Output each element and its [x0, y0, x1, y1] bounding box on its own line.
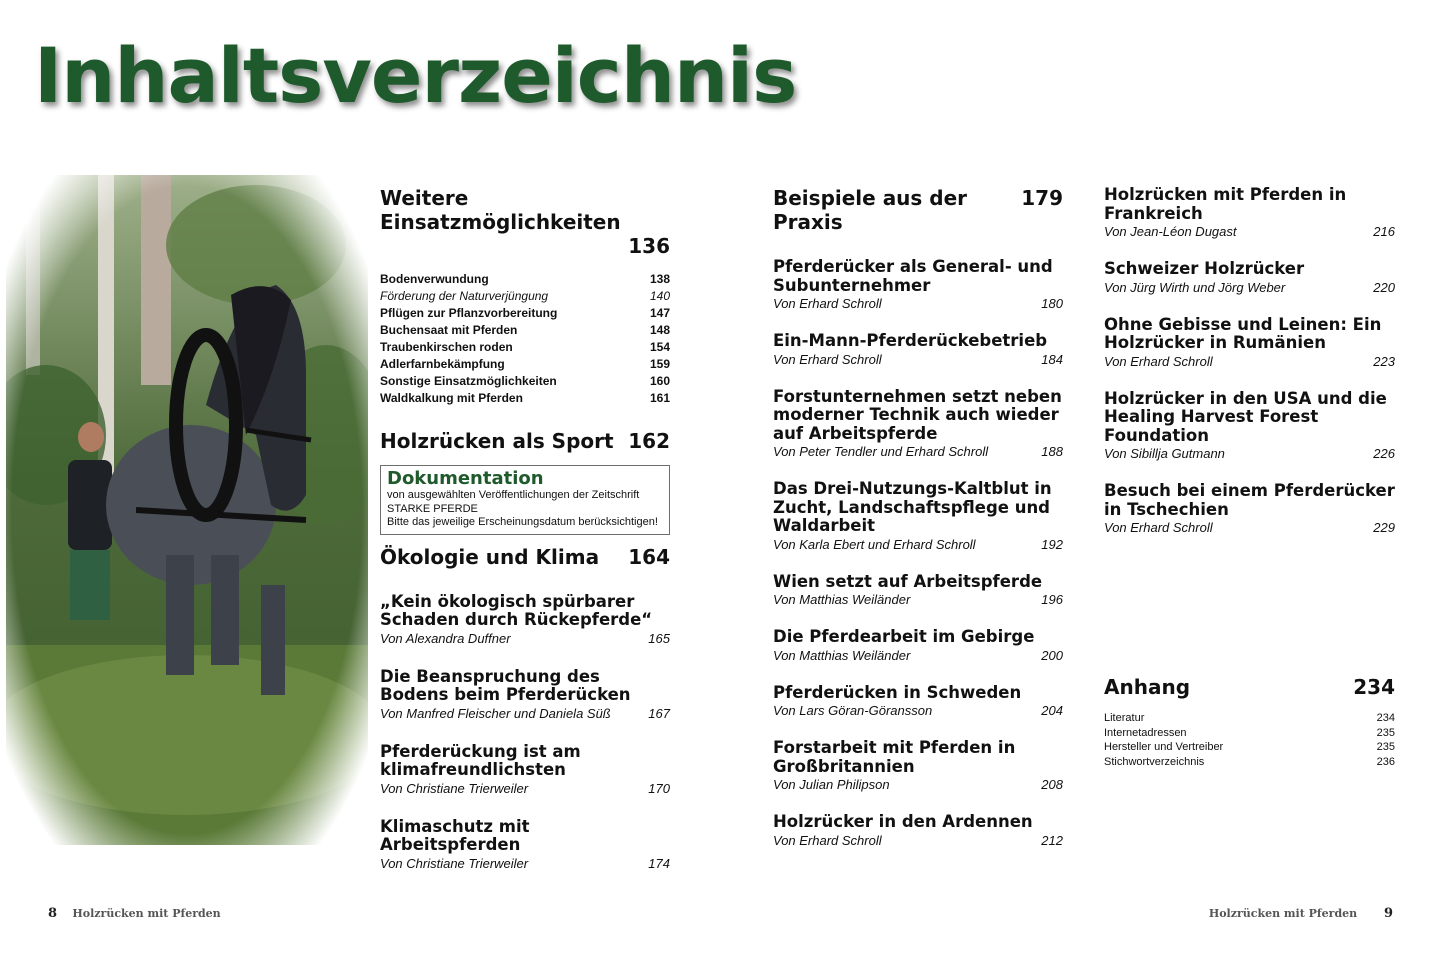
entry-page: 192 — [1041, 536, 1063, 552]
subitem-page: 140 — [649, 289, 670, 303]
section-title: Holzrücken als Sport — [380, 429, 614, 453]
subitem-label: Bodenverwundung — [380, 272, 489, 286]
entry-title: „Kein ökologisch spürbarer Schaden durch Rückepferde“ — [380, 591, 653, 629]
entry-title: Pferderücker als General- und Subunternehmer — [773, 257, 1053, 295]
entry-page: 165 — [648, 630, 670, 646]
toc-subitem[interactable] — [380, 288, 670, 305]
doku-line: STARKE PFERDE — [387, 502, 478, 515]
entry-author: Von Jean-Léon Dugast — [1104, 224, 1237, 239]
subitem-label: Förderung der Naturverjüngung — [380, 289, 549, 303]
anhang-page: 235 — [1376, 741, 1395, 754]
toc-entry[interactable] — [773, 739, 1063, 794]
entry-author: Von Erhard Schroll — [773, 832, 882, 848]
entry-author: Von Julian Philipson — [773, 777, 890, 792]
footer-left — [48, 906, 221, 921]
page-number-right: 9 — [1383, 906, 1393, 921]
toc-entry[interactable] — [773, 480, 1063, 554]
subitem-page: 138 — [649, 272, 670, 286]
running-title-left: Holzrücken mit Pferden — [72, 907, 221, 920]
entry-author: Von Alexandra Duffner — [380, 630, 511, 646]
entry-author: Von Jürg Wirth und Jörg Weber — [1104, 279, 1286, 295]
toc-section-weitere[interactable] — [380, 186, 670, 258]
entry-author: Von Lars Göran-Göransson — [773, 703, 933, 718]
entry-page: 216 — [1373, 224, 1395, 239]
toc-entry[interactable] — [773, 628, 1063, 665]
entry-page: 229 — [1373, 520, 1395, 535]
entry-page: 174 — [648, 855, 670, 871]
entry-author: Von Erhard Schroll — [1104, 353, 1213, 369]
page-number-left: 8 — [48, 906, 58, 921]
toc-entry[interactable] — [380, 593, 670, 648]
section-page: 179 — [1021, 186, 1063, 210]
toc-entry[interactable] — [1104, 482, 1395, 537]
entry-title: Pferderücken in Schweden — [773, 682, 1022, 702]
anhang-page: 235 — [1376, 726, 1395, 739]
toc-entry[interactable] — [773, 332, 1063, 369]
subitem-label: Adlerfarnbekämpfung — [380, 357, 505, 371]
toc-subitem[interactable] — [380, 305, 670, 322]
entry-author: Von Christiane Trierweiler — [380, 780, 529, 796]
anhang-item[interactable] — [1104, 740, 1395, 755]
toc-entry[interactable] — [773, 388, 1063, 462]
horse-logging-photo — [6, 175, 368, 845]
entry-title: Das Drei-Nutzungs-Kaltblut in Zucht, Landschaftspflege und Waldarbeit — [773, 479, 1052, 535]
entry-title: Besuch bei einem Pferderücker in Tschechien — [1104, 481, 1395, 519]
toc-entry[interactable] — [773, 258, 1063, 313]
entry-author: Von Manfred Fleischer und Daniela Süß — [380, 705, 611, 721]
section-page: 164 — [628, 544, 670, 569]
anhang-item[interactable] — [1104, 755, 1395, 770]
subitem-page: 154 — [649, 340, 670, 354]
subitem-label: Sonstige Einsatzmöglichkeiten — [380, 374, 557, 388]
toc-subitem[interactable] — [380, 271, 670, 288]
section-title: Anhang — [1104, 675, 1191, 699]
entry-title: Holzrücker in den USA und die Healing Harvest Forest Foundation — [1104, 388, 1387, 445]
toc-entry[interactable] — [1104, 186, 1395, 241]
toc-entry[interactable] — [1104, 260, 1395, 297]
section-page: 234 — [1353, 675, 1395, 699]
toc-entry[interactable] — [380, 818, 670, 873]
entry-page: 180 — [1041, 296, 1063, 311]
anhang-item[interactable] — [1104, 726, 1395, 741]
anhang-label: Literatur — [1104, 712, 1145, 724]
entry-title: Forstarbeit mit Pferden in Großbritannien — [773, 738, 1016, 776]
toc-section-oekologie[interactable] — [380, 545, 670, 569]
subitem-label: Traubenkirschen roden — [380, 340, 513, 354]
toc-column-2 — [773, 186, 1063, 850]
page-title: Inhaltsverzeichnis — [34, 31, 797, 120]
running-title-right: Holzrücken mit Pferden — [1208, 907, 1358, 920]
entry-author: Von Matthias Weiländer — [773, 647, 911, 663]
entry-page: 208 — [1041, 777, 1063, 792]
entry-title: Klimaschutz mit Arbeitspferden — [380, 816, 530, 854]
toc-subitem[interactable] — [380, 356, 670, 373]
entry-title: Die Beanspruchung des Bodens beim Pferderücken — [380, 666, 631, 704]
toc-column-1 — [380, 186, 670, 873]
doku-title: Dokumentation — [387, 468, 544, 489]
entry-title: Ohne Gebisse und Leinen: Ein Holzrücker in Rumänien — [1104, 314, 1382, 352]
subitem-page: 148 — [649, 323, 670, 337]
doku-line: von ausgewählten Veröffentlichungen der Zeitschrift — [387, 489, 640, 501]
toc-subitem[interactable] — [380, 390, 670, 407]
anhang-label: Hersteller und Vertreiber — [1104, 741, 1224, 754]
entry-title: Holzrücken mit Pferden in Frankreich — [1104, 185, 1347, 223]
subitem-page: 147 — [649, 306, 670, 320]
entry-page: 196 — [1041, 592, 1063, 607]
entry-page: 220 — [1373, 279, 1395, 295]
anhang-label: Stichwortverzeichnis — [1104, 756, 1205, 769]
anhang-item[interactable] — [1104, 711, 1395, 726]
section-title: Ökologie und Klima — [380, 544, 600, 569]
entry-title: Die Pferdearbeit im Gebirge — [773, 627, 1035, 646]
entry-author: Von Erhard Schroll — [1104, 520, 1213, 535]
toc-column-3 — [1104, 186, 1395, 770]
entry-title: Holzrücker in den Ardennen — [773, 812, 1033, 831]
doku-line: Bitte das jeweilige Erscheinungsdatum berücksichtigen! — [387, 516, 658, 528]
toc-entry[interactable] — [1104, 390, 1395, 464]
entry-author: Von Erhard Schroll — [773, 351, 882, 367]
toc-section-anhang[interactable] — [1104, 675, 1395, 699]
entry-title: Wien setzt auf Arbeitspferde — [773, 571, 1043, 591]
anhang-label: Internetadressen — [1104, 726, 1187, 739]
section-page: 162 — [628, 429, 670, 453]
toc-section-praxis[interactable] — [773, 186, 1063, 234]
footer-right — [1209, 906, 1393, 921]
subitem-page: 160 — [649, 374, 670, 388]
entry-author: Von Peter Tendler und Erhard Schroll — [773, 444, 989, 459]
entry-page: 167 — [648, 705, 670, 721]
entry-title: Forstunternehmen setzt neben moderner Technik auch wieder auf Arbeitspferde — [773, 386, 1062, 443]
entry-page: 170 — [648, 780, 670, 796]
section-title: Beispiele aus der Praxis — [773, 186, 968, 234]
toc-sublist — [380, 271, 670, 407]
dokumentation-box — [380, 465, 670, 535]
entry-title: Pferderückung ist am klimafreundlichsten — [380, 741, 581, 779]
toc-subitem[interactable] — [380, 322, 670, 339]
entry-title: Ein-Mann-Pferderückebetrieb — [773, 331, 1048, 350]
anhang-page: 236 — [1376, 756, 1395, 769]
entry-page: 223 — [1373, 353, 1395, 369]
entry-page: 226 — [1373, 446, 1395, 461]
toc-entry[interactable] — [1104, 316, 1395, 371]
anhang-list — [1104, 711, 1395, 770]
toc-entry[interactable] — [773, 573, 1063, 610]
entry-page: 212 — [1041, 832, 1063, 848]
toc-entry[interactable] — [773, 684, 1063, 721]
entry-page: 204 — [1041, 703, 1063, 718]
entry-page: 200 — [1041, 647, 1063, 663]
section-title: Weitere Einsatzmöglichkeiten — [380, 186, 621, 234]
subitem-label: Buchensaat mit Pferden — [380, 323, 518, 337]
subitem-label: Pflügen zur Pflanzvorbereitung — [380, 306, 558, 320]
entry-author: Von Matthias Weiländer — [773, 592, 911, 607]
toc-entry[interactable] — [380, 668, 670, 723]
entry-author: Von Erhard Schroll — [773, 296, 882, 311]
subitem-label: Waldkalkung mit Pferden — [380, 391, 523, 405]
entry-author: Von Christiane Trierweiler — [380, 855, 529, 871]
subitem-page: 161 — [649, 391, 670, 405]
toc-subitem[interactable] — [380, 339, 670, 356]
anhang-page: 234 — [1376, 712, 1395, 724]
toc-entry[interactable] — [380, 743, 670, 798]
entry-page: 188 — [1041, 444, 1063, 459]
subitem-page: 159 — [649, 357, 670, 371]
entry-author: Von Sibillja Gutmann — [1104, 446, 1225, 461]
toc-subitem[interactable] — [380, 373, 670, 390]
toc-section-sport[interactable] — [380, 429, 670, 453]
entry-author: Von Karla Ebert und Erhard Schroll — [773, 536, 976, 552]
entry-page: 184 — [1041, 351, 1063, 367]
toc-entry[interactable] — [773, 813, 1063, 850]
section-page: 136 — [628, 234, 670, 258]
entry-title: Schweizer Holzrücker — [1104, 259, 1305, 278]
